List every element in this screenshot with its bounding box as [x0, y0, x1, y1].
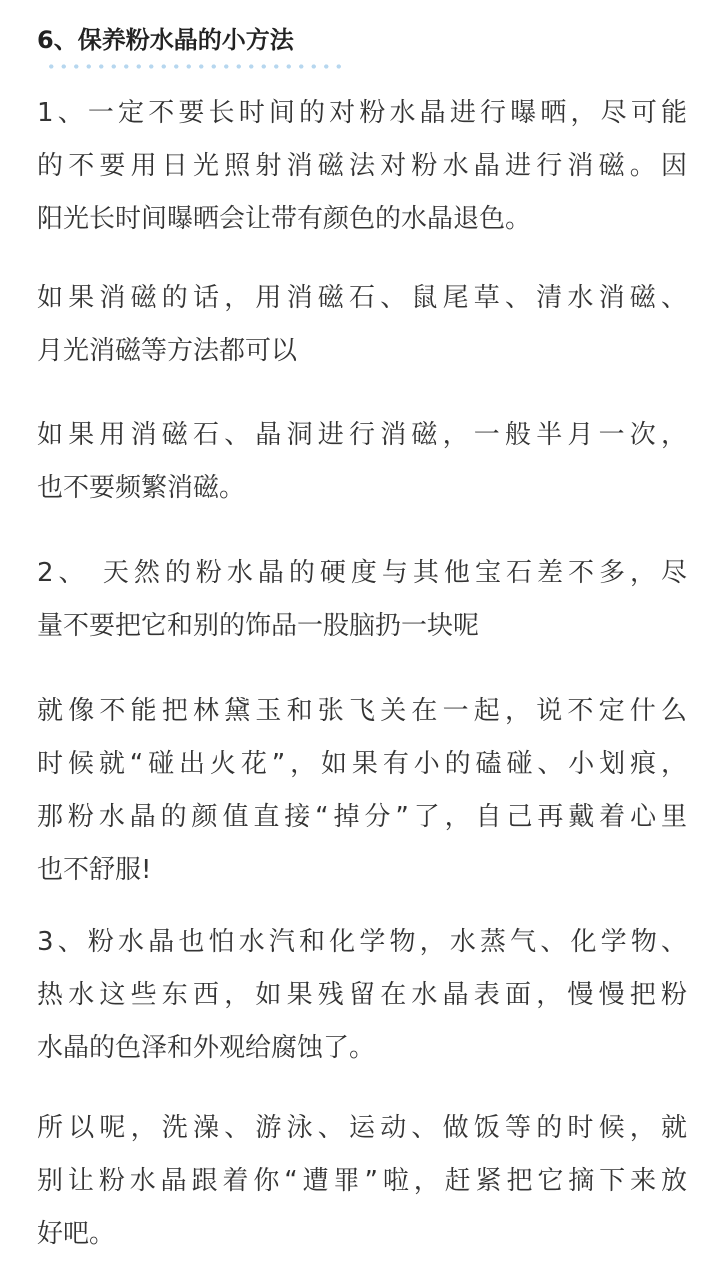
paragraph-line: 阳光长时间曝晒会让带有颜色的水晶退色。 [37, 204, 532, 234]
paragraph-2 [37, 272, 687, 378]
paragraph-line: 好吧。 [37, 1219, 116, 1249]
paragraph-line: 别让粉水晶跟着你“遭罪”啦，赶紧把它摘下来放 [37, 1166, 687, 1196]
paragraph-1 [37, 87, 687, 246]
paragraph-line: 如果用消磁石、晶洞进行消磁，一般半月一次， [37, 420, 687, 450]
paragraph-line: 也不舒服! [37, 855, 152, 885]
paragraph-line: 的不要用日光照射消磁法对粉水晶进行消磁。因 [37, 151, 687, 181]
paragraph-line: 1、一定不要长时间的对粉水晶进行曝晒，尽可能 [37, 98, 687, 128]
paragraph-line: 那粉水晶的颜值直接“掉分”了，自己再戴着心里 [37, 802, 687, 832]
paragraph-6 [37, 916, 687, 1075]
paragraph-line: 时候就“碰出火花”，如果有小的磕碰、小划痕， [37, 749, 687, 779]
paragraph-line: 所以呢，洗澡、游泳、运动、做饭等的时候，就 [37, 1113, 687, 1143]
paragraph-line: 也不要频繁消磁。 [37, 473, 246, 503]
paragraph-line: 2、 天然的粉水晶的硬度与其他宝石差不多，尽 [37, 558, 687, 588]
dotted-divider [45, 64, 343, 69]
paragraph-7 [37, 1102, 687, 1261]
paragraph-line: 如果消磁的话，用消磁石、鼠尾草、清水消磁、 [37, 283, 687, 313]
paragraph-line: 3、粉水晶也怕水汽和化学物，水蒸气、化学物、 [37, 927, 687, 957]
paragraph-5 [37, 685, 687, 897]
paragraph-4 [37, 547, 687, 653]
section-heading: 6、保养粉水晶的小方法 [37, 26, 294, 54]
paragraph-line: 水晶的色泽和外观给腐蚀了。 [37, 1033, 376, 1063]
paragraph-line: 月光消磁等方法都可以 [37, 336, 298, 366]
paragraph-line: 热水这些东西，如果残留在水晶表面，慢慢把粉 [37, 980, 687, 1010]
paragraph-line: 量不要把它和别的饰品一股脑扔一块呢 [37, 611, 480, 641]
paragraph-3 [37, 409, 687, 515]
paragraph-line: 就像不能把林黛玉和张飞关在一起，说不定什么 [37, 696, 687, 726]
